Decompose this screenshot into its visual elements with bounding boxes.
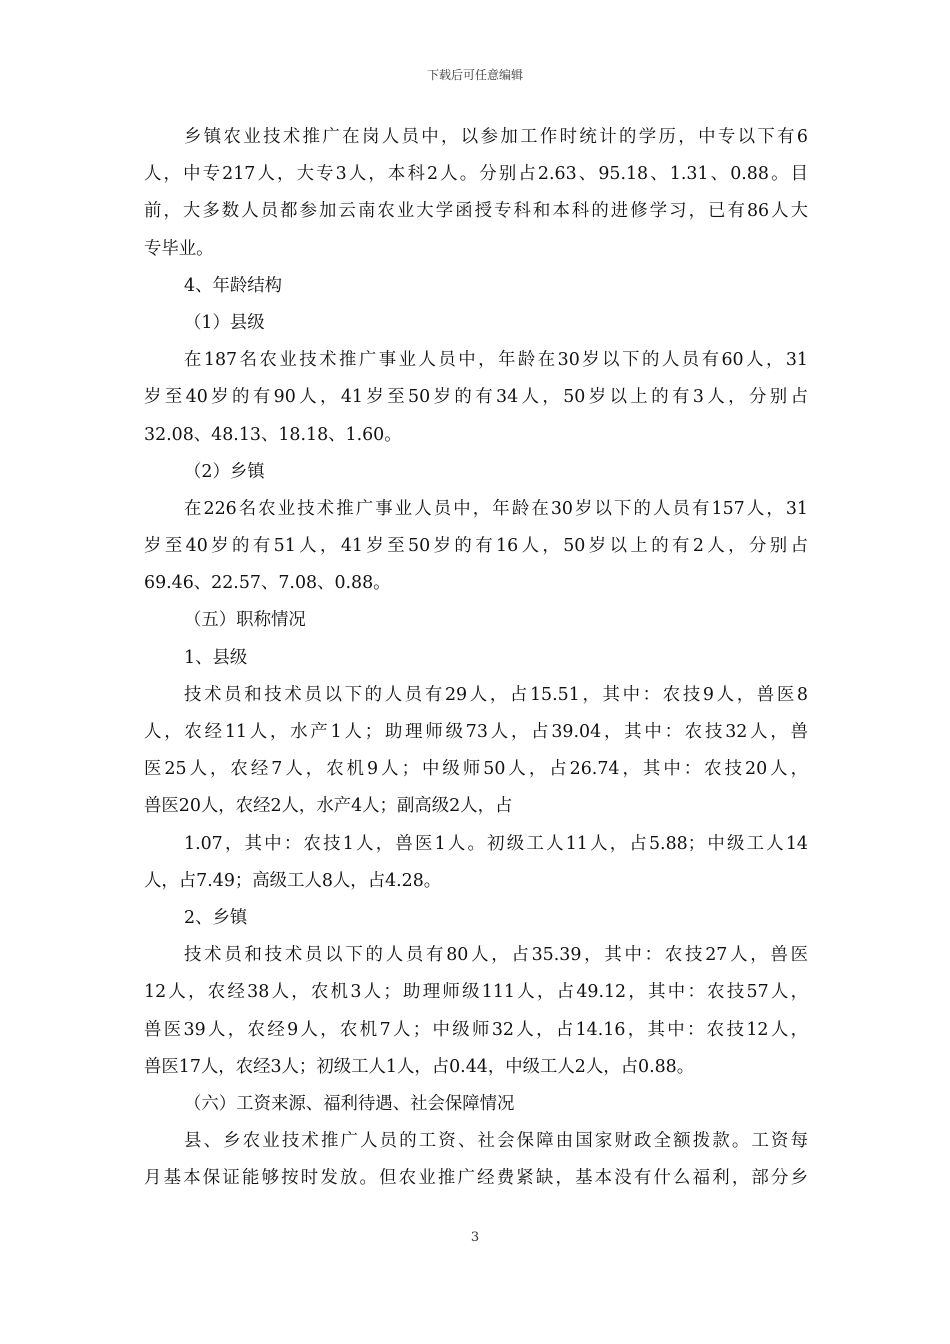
paragraph-line: 12人，农经38人，农机3人；助理师级111人，占49.12，其中：农技57人，	[144, 982, 808, 1003]
page-number: 3	[470, 1230, 480, 1245]
paragraph-line: 岁至40岁的有51人，41岁至50岁的有16人，50岁以上的有2人，分别占	[144, 536, 808, 557]
paragraph-line: 前，大多数人员都参加云南农业大学函授专科和本科的进修学习，已有86人大	[144, 201, 808, 222]
section-heading: （六）工资来源、福利待遇、社会保障情况	[184, 1093, 515, 1114]
paragraph-line: 在187名农业技术推广事业人员中，年龄在30岁以下的人员有60人，31	[184, 350, 808, 371]
section-heading: （2）乡镇	[184, 461, 265, 482]
paragraph-line: 兽医20人，农经2人，水产4人；副高级2人，占	[144, 796, 513, 817]
section-heading: （1）县级	[184, 312, 265, 333]
paragraph-line: 在226名农业技术推广事业人员中，年龄在30岁以下的人员有157人，31	[184, 498, 808, 519]
paragraph-line: 兽医17人，农经3人；初级工人1人，占0.44，中级工人2人，占0.88。	[144, 1056, 695, 1077]
paragraph-line: 医25人，农经7人，农机9人；中级师50人，占26.74，其中：农技20人，	[144, 759, 808, 780]
paragraph-line: 技术员和技术员以下的人员有80人，占35.39，其中：农技27人，兽医	[184, 945, 808, 966]
paragraph-line: 县、乡农业技术推广人员的工资、社会保障由国家财政全额拨款。工资每	[184, 1131, 808, 1152]
paragraph-line: 岁至40岁的有90人，41岁至50岁的有34人，50岁以上的有3人，分别占	[144, 387, 808, 408]
paragraph-line: 技术员和技术员以下的人员有29人，占15.51，其中：农技9人，兽医8	[184, 684, 808, 705]
paragraph-line: 人，农经11人，水产1人；助理师级73人，占39.04，其中：农技32人，兽	[144, 722, 808, 742]
page-header: 下载后可任意编辑	[426, 68, 523, 82]
paragraph-line: 人，中专217人，大专3人，本科2人。分别占2.63、95.18、1.31、0.88。目	[144, 164, 808, 185]
section-heading: 4、年龄结构	[184, 275, 283, 296]
section-heading: （五）职称情况	[184, 610, 306, 631]
paragraph-line: 月基本保证能够按时发放。但农业推广经费紧缺，基本没有什么福利，部分乡	[144, 1168, 808, 1189]
paragraph-line: 32.08、48.13、18.18、1.60。	[144, 424, 402, 445]
paragraph-line: 1.07，其中：农技1人，兽医1人。初级工人11人，占5.88；中级工人14	[184, 833, 808, 854]
paragraph-line: 乡镇农业技术推广在岗人员中，以参加工作时统计的学历，中专以下有6	[184, 127, 808, 147]
section-heading: 2、乡镇	[184, 907, 248, 928]
section-heading: 1、县级	[184, 647, 248, 668]
body-text	[144, 119, 808, 1197]
paragraph-line: 69.46、22.57、7.08、0.88。	[144, 573, 391, 594]
paragraph-line: 人，占7.49；高级工人8人，占4.28。	[144, 870, 442, 891]
paragraph-line: 兽医39人，农经9人，农机7人；中级师32人，占14.16，其中：农技12人，	[144, 1019, 808, 1040]
paragraph-line: 专毕业。	[144, 238, 214, 259]
